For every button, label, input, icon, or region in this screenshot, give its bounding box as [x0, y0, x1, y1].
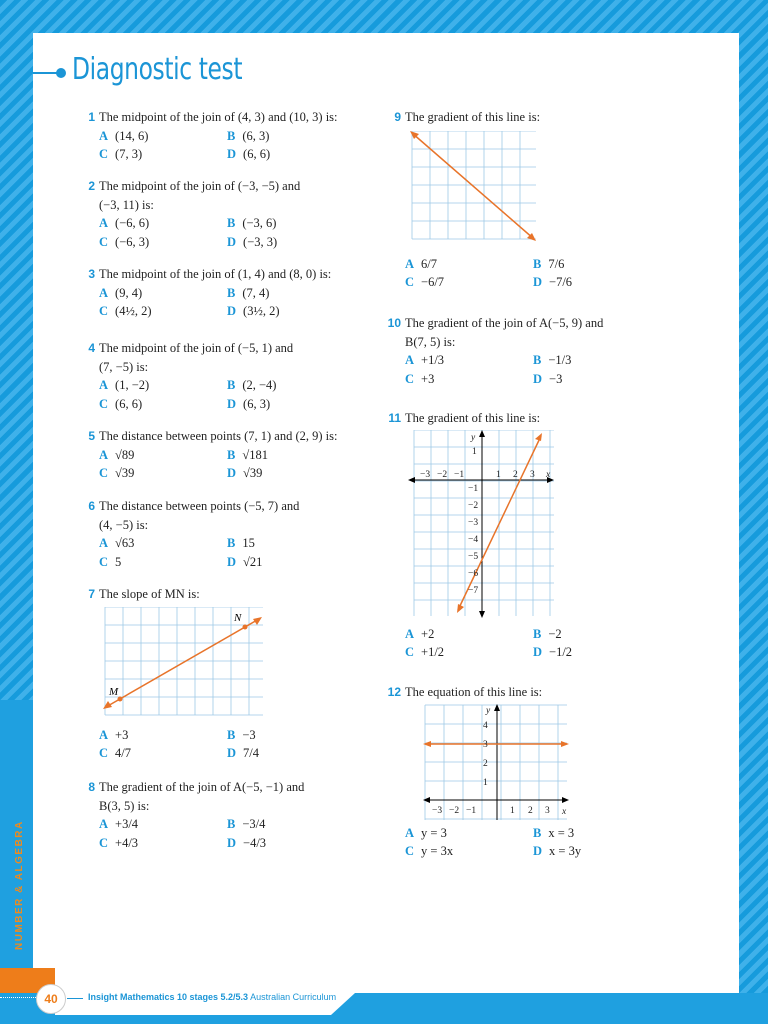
figure-q11 — [408, 430, 556, 620]
tick-label: 1 — [483, 778, 488, 788]
question-text: (7, −5) is: — [99, 359, 149, 374]
page-number: 40 — [36, 984, 66, 1014]
option-value: √21 — [243, 555, 263, 570]
page-title: Diagnostic test — [72, 52, 243, 87]
option-letter: C — [99, 235, 109, 250]
arrow-head-icon — [253, 617, 262, 625]
tick-label: −3 — [432, 806, 443, 816]
tick-label: −2 — [437, 470, 448, 480]
option-value: (6, 6) — [115, 397, 143, 412]
option-d[interactable] — [227, 553, 355, 572]
option-letter: A — [405, 256, 415, 271]
answer-options — [99, 726, 355, 763]
arrow-head-icon — [561, 741, 569, 747]
option-letter: D — [227, 555, 237, 570]
option-d[interactable] — [227, 744, 355, 763]
option-value: (3½, 2) — [243, 304, 280, 319]
option-d[interactable] — [227, 395, 355, 414]
option-d[interactable] — [533, 273, 661, 292]
question-text: (−3, 11) is: — [99, 197, 154, 212]
option-d[interactable] — [533, 370, 661, 389]
option-letter: B — [227, 216, 236, 231]
question-number: 9 — [394, 110, 401, 124]
answer-options — [405, 824, 661, 861]
option-letter: C — [99, 746, 109, 761]
option-value: (9, 4) — [115, 285, 143, 300]
option-value: (6, 6) — [243, 147, 271, 162]
option-d[interactable] — [227, 464, 355, 483]
question-text: The midpoint of the join of (1, 4) and (8, 0) is: — [99, 267, 332, 281]
tick-label: −1 — [466, 806, 477, 816]
point-m — [118, 697, 123, 702]
option-value: (7, 4) — [242, 285, 270, 300]
question-number: 8 — [88, 780, 95, 794]
label-m: M — [109, 686, 119, 698]
curriculum-label: Australian Curriculum — [250, 992, 337, 1002]
option-letter: D — [533, 372, 543, 387]
arrow-head-icon — [423, 797, 430, 803]
option-letter: B — [227, 128, 236, 143]
option-a[interactable] — [405, 625, 533, 644]
option-a[interactable] — [405, 824, 533, 843]
tick-label: 3 — [530, 470, 535, 480]
axis-label-x: x — [562, 807, 567, 817]
option-d[interactable] — [227, 302, 355, 321]
option-value: +3 — [115, 727, 129, 742]
option-value: +3 — [421, 372, 435, 387]
option-letter: C — [99, 397, 109, 412]
option-c[interactable] — [99, 834, 227, 853]
figure-q12 — [423, 704, 569, 822]
option-b[interactable] — [227, 726, 355, 745]
option-b[interactable] — [533, 625, 661, 644]
option-letter: D — [227, 304, 237, 319]
option-letter: C — [405, 844, 415, 859]
option-a[interactable] — [99, 726, 227, 745]
option-value: (1, −2) — [115, 378, 150, 393]
tick-label: 1 — [510, 806, 515, 816]
answer-options — [99, 446, 355, 483]
option-value: √39 — [115, 466, 135, 481]
option-value: −4/3 — [243, 836, 267, 851]
tick-label: −1 — [454, 470, 465, 480]
option-letter: D — [533, 844, 543, 859]
option-value: 6/7 — [421, 256, 438, 271]
question-10 — [387, 314, 661, 389]
question-2 — [88, 177, 355, 252]
option-value: −7/6 — [549, 275, 573, 290]
option-a[interactable] — [99, 284, 227, 303]
option-value: (−6, 6) — [115, 216, 150, 231]
option-value: √89 — [115, 447, 135, 462]
arrow-head-icon — [408, 477, 415, 483]
answer-options — [99, 214, 355, 251]
question-text: The midpoint of the join of (−3, −5) and — [99, 179, 301, 193]
option-letter: D — [227, 746, 237, 761]
option-b[interactable] — [227, 446, 355, 465]
question-number: 7 — [88, 587, 95, 601]
tick-label: 2 — [513, 470, 518, 480]
option-b[interactable] — [227, 127, 355, 146]
question-1 — [88, 108, 355, 164]
question-text: The distance between points (7, 1) and (2, 9) is: — [99, 429, 338, 443]
tick-label: −2 — [449, 806, 460, 816]
option-letter: A — [99, 817, 109, 832]
option-a[interactable] — [99, 446, 227, 465]
section-label: NUMBER & ALGEBRA — [14, 820, 25, 950]
footer-dots — [0, 997, 36, 998]
option-letter: B — [227, 447, 236, 462]
option-value: −1/2 — [549, 645, 573, 660]
option-d[interactable] — [227, 145, 355, 164]
option-value: −1/3 — [548, 353, 572, 368]
footer-arrow-icon — [67, 998, 83, 999]
question-text: The equation of this line is: — [405, 685, 543, 699]
option-value: x = 3 — [548, 825, 575, 840]
question-number: 11 — [388, 411, 401, 425]
option-value: −2 — [548, 626, 562, 641]
option-letter: C — [99, 836, 109, 851]
option-value: 7/4 — [243, 746, 260, 761]
option-letter: D — [227, 397, 237, 412]
arrow-head-icon — [423, 741, 431, 747]
option-letter: C — [405, 275, 415, 290]
option-letter: A — [405, 353, 415, 368]
question-text: The gradient of the join of A(−5, −1) and — [99, 780, 305, 794]
option-value: +2 — [421, 626, 435, 641]
option-letter: A — [99, 285, 109, 300]
option-letter: B — [227, 285, 236, 300]
option-c[interactable] — [99, 464, 227, 483]
option-c[interactable] — [405, 643, 533, 662]
tick-label: −2 — [468, 501, 479, 511]
tick-label: 2 — [483, 759, 488, 769]
arrow-head-icon — [562, 797, 569, 803]
question-number: 2 — [88, 179, 95, 193]
option-c[interactable] — [99, 145, 227, 164]
question-number: 3 — [88, 267, 95, 281]
option-letter: A — [99, 447, 109, 462]
tick-label: 3 — [483, 740, 488, 750]
option-value: +1/2 — [421, 645, 445, 660]
option-value: +3/4 — [115, 817, 139, 832]
option-value: 5 — [115, 555, 122, 570]
option-letter: D — [227, 836, 237, 851]
option-b[interactable] — [227, 284, 355, 303]
arrow-head-icon — [535, 433, 542, 441]
option-letter: C — [99, 304, 109, 319]
option-a[interactable] — [405, 351, 533, 370]
option-c[interactable] — [405, 842, 533, 861]
question-4 — [88, 339, 355, 414]
axis-label-y: y — [486, 706, 491, 716]
answer-options — [99, 284, 355, 321]
option-value: (7, 3) — [115, 147, 143, 162]
option-a[interactable] — [405, 255, 533, 274]
figure-q9 — [410, 131, 538, 243]
option-value: +4/3 — [115, 836, 139, 851]
question-number: 12 — [387, 685, 401, 699]
option-letter: C — [405, 372, 415, 387]
question-number: 1 — [88, 110, 95, 124]
option-a[interactable] — [99, 534, 227, 553]
question-3 — [88, 265, 355, 321]
option-letter: A — [405, 626, 415, 641]
option-letter: B — [227, 727, 236, 742]
tick-label: −5 — [468, 552, 479, 562]
axis-label-y: y — [471, 433, 476, 443]
option-letter: B — [533, 626, 542, 641]
tick-label: −1 — [468, 484, 479, 494]
option-value: y = 3 — [421, 825, 447, 840]
option-value: (−3, 6) — [242, 216, 277, 231]
question-text: The gradient of the join of A(−5, 9) and — [405, 316, 604, 330]
option-d[interactable] — [533, 643, 661, 662]
option-letter: A — [99, 128, 109, 143]
option-c[interactable] — [99, 395, 227, 414]
option-b[interactable] — [227, 214, 355, 233]
option-c[interactable] — [99, 744, 227, 763]
option-letter: A — [405, 825, 415, 840]
question-text: (4, −5) is: — [99, 517, 149, 532]
question-text: The gradient of this line is: — [405, 110, 541, 124]
option-value: +1/3 — [421, 353, 445, 368]
option-b[interactable] — [227, 815, 355, 834]
option-letter: D — [227, 235, 237, 250]
point-n — [243, 625, 248, 630]
option-value: y = 3x — [421, 844, 454, 859]
question-text: The gradient of this line is: — [405, 411, 541, 425]
question-text: The midpoint of the join of (4, 3) and (10, 3) is: — [99, 110, 338, 124]
option-letter: A — [99, 378, 109, 393]
option-letter: B — [227, 536, 236, 551]
option-value: √39 — [243, 466, 263, 481]
axis-label-x: x — [546, 470, 551, 480]
option-value: −6/7 — [421, 275, 445, 290]
option-letter: C — [99, 555, 109, 570]
arrow-head-icon — [103, 701, 112, 709]
question-8 — [88, 778, 355, 853]
option-letter: B — [533, 353, 542, 368]
line-mn — [106, 619, 259, 707]
question-text: The midpoint of the join of (−5, 1) and — [99, 341, 294, 355]
option-letter: B — [227, 817, 236, 832]
option-a[interactable] — [99, 376, 227, 395]
tick-label: 1 — [496, 470, 501, 480]
question-text: The slope of MN is: — [99, 587, 200, 601]
option-letter: C — [99, 147, 109, 162]
option-letter: D — [227, 147, 237, 162]
option-value: −3 — [242, 727, 256, 742]
option-b[interactable] — [533, 351, 661, 370]
footer-text — [88, 992, 336, 1002]
answer-options — [99, 376, 355, 413]
tick-label: −3 — [420, 470, 431, 480]
question-6 — [88, 497, 355, 572]
option-a[interactable] — [99, 214, 227, 233]
option-value: −3/4 — [242, 817, 266, 832]
option-letter: B — [227, 378, 236, 393]
tick-label: 2 — [528, 806, 533, 816]
option-c[interactable] — [405, 370, 533, 389]
option-letter: A — [99, 536, 109, 551]
option-value: √63 — [115, 536, 135, 551]
arrow-head-icon — [457, 604, 464, 613]
option-value: √181 — [242, 447, 268, 462]
answer-options — [405, 255, 661, 292]
option-a[interactable] — [99, 815, 227, 834]
option-b[interactable] — [227, 376, 355, 395]
option-letter: A — [99, 727, 109, 742]
option-value: (6, 3) — [242, 128, 270, 143]
question-text: B(7, 5) is: — [405, 334, 456, 349]
option-a[interactable] — [99, 127, 227, 146]
answer-options — [99, 534, 355, 571]
figure-q7 — [103, 607, 265, 717]
question-number: 6 — [88, 499, 95, 513]
title-dot-icon — [56, 68, 66, 78]
option-value: 4/7 — [115, 746, 132, 761]
option-letter: B — [533, 256, 542, 271]
option-value: (−3, 3) — [243, 235, 278, 250]
option-letter: D — [533, 645, 543, 660]
answer-options — [405, 625, 661, 662]
book-title: Insight Mathematics 10 stages 5.2/5.3 — [88, 992, 249, 1002]
answer-options — [99, 127, 355, 164]
option-value: (6, 3) — [243, 397, 271, 412]
question-number: 10 — [387, 316, 401, 330]
tick-label: 4 — [483, 721, 488, 731]
question-number: 4 — [88, 341, 95, 355]
tick-label: −6 — [468, 569, 479, 579]
answer-options — [405, 351, 661, 388]
option-c[interactable] — [99, 553, 227, 572]
option-value: (2, −4) — [242, 378, 277, 393]
option-b[interactable] — [533, 255, 661, 274]
question-text: The distance between points (−5, 7) and — [99, 499, 300, 513]
question-text: B(3, 5) is: — [99, 798, 150, 813]
option-value: 7/6 — [548, 256, 565, 271]
tick-label: 3 — [545, 806, 550, 816]
arrow-head-icon — [479, 430, 485, 437]
option-value: (14, 6) — [115, 128, 149, 143]
tick-label: −7 — [468, 586, 479, 596]
option-letter: C — [405, 645, 415, 660]
tick-label: 1 — [472, 447, 477, 457]
answer-options — [99, 815, 355, 852]
question-number: 5 — [88, 429, 95, 443]
question-5 — [88, 427, 355, 483]
option-value: 15 — [242, 536, 255, 551]
option-letter: B — [533, 825, 542, 840]
option-b[interactable] — [533, 824, 661, 843]
option-value: (−6, 3) — [115, 235, 150, 250]
arrow-head-icon — [479, 611, 485, 618]
label-n: N — [234, 612, 242, 624]
option-c[interactable] — [405, 273, 533, 292]
option-c[interactable] — [99, 302, 227, 321]
option-d[interactable] — [227, 834, 355, 853]
option-value: (4½, 2) — [115, 304, 152, 319]
tick-label: −3 — [468, 518, 479, 528]
option-value: x = 3y — [549, 844, 582, 859]
option-letter: C — [99, 466, 109, 481]
option-letter: D — [227, 466, 237, 481]
option-d[interactable] — [533, 842, 661, 861]
option-b[interactable] — [227, 534, 355, 553]
option-value: −3 — [549, 372, 563, 387]
option-c[interactable] — [99, 233, 227, 252]
option-letter: D — [533, 275, 543, 290]
tick-label: −4 — [468, 535, 479, 545]
option-d[interactable] — [227, 233, 355, 252]
option-letter: A — [99, 216, 109, 231]
